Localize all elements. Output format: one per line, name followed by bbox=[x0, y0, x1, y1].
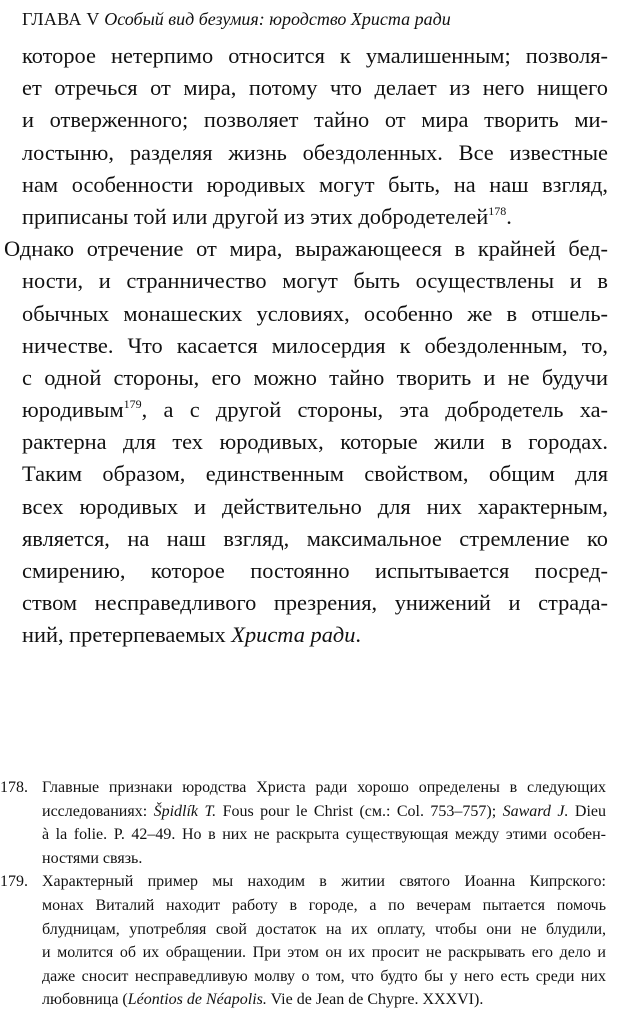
footnote-text: Характерный пример мы находим в житии святого Иоанна Кипрского: bbox=[42, 873, 606, 891]
chapter-label: ГЛАВА V bbox=[22, 9, 100, 29]
footnote-line: даже сносит несправедливую молву о том, что будто бы у него есть среди них bbox=[42, 967, 606, 985]
text-line: нам особенности юродивых могут быть, на наш взгляд, bbox=[22, 171, 608, 197]
text-segment: приписаны той или другой из этих добродетелей bbox=[22, 203, 489, 229]
footnote-178 bbox=[0, 776, 606, 800]
footnote-line: блудницам, употребляя свой достаток на их оплату, чтобы они не блудили, bbox=[42, 920, 606, 938]
text-line: Однако отречение от мира, выражающееся в крайней бед- bbox=[4, 236, 608, 262]
running-head bbox=[22, 8, 451, 30]
footnote-text: Dieu bbox=[568, 802, 606, 820]
text-segment: юродивым bbox=[22, 397, 124, 423]
author-name: Léontios de Néapolis. bbox=[127, 991, 267, 1009]
footnote-number: 178. bbox=[0, 779, 28, 796]
footnote-line bbox=[42, 800, 606, 824]
footnote-179 bbox=[0, 870, 606, 894]
text-line: и отверженного; позволяет тайно от мира творить ми- bbox=[22, 107, 608, 133]
text-line: всех юродивых и действительно для них характерным, bbox=[22, 493, 608, 519]
footnote-text: Fous pour le Christ (см.: Col. 753–757); bbox=[216, 802, 503, 820]
footnote-ref-179[interactable]: 179 bbox=[123, 397, 142, 412]
author-name: Saward J. bbox=[502, 802, 569, 820]
text-line: является, на наш взгляд, максимальное стремление ко bbox=[22, 525, 608, 551]
text-line: ничестве. Что касается милосердия к обездоленным, то, bbox=[22, 332, 608, 358]
text-line: ет отречься от мира, потому что делает из него нищего bbox=[22, 75, 608, 101]
text-line: ности, и странничество могут быть осуществлены и в bbox=[22, 268, 608, 294]
footnote-text: Главные признаки юродства Христа ради хорошо определены в следующих bbox=[42, 779, 606, 796]
text-line: которое нетерпимо относится к умалишенным; позволя- bbox=[22, 43, 608, 68]
text-line bbox=[22, 619, 608, 651]
text-line: приписаны той или другой из этих добродетелей$^{178}$. bbox=[22, 203, 512, 229]
footnote-line: à la folie. P. 42–49. Но в них не раскрыта существующая между этими особен- bbox=[42, 826, 606, 844]
main-text bbox=[0, 40, 620, 652]
text-segment: . bbox=[355, 622, 362, 648]
text-segment: ний, претерпеваемых bbox=[22, 622, 232, 648]
text-line bbox=[22, 394, 608, 426]
footnote-text: Vie de Jean de Chypre. XXXVI). bbox=[266, 991, 484, 1009]
text-line: ством несправедливого презрения, унижений и страда- bbox=[22, 590, 608, 616]
italic-phrase: Христа ради bbox=[231, 622, 356, 648]
footnote-line: ностями связь. bbox=[42, 849, 143, 867]
footnote-line bbox=[42, 988, 606, 1012]
text-line: обычных монашеских условиях, особенно же в отшель- bbox=[22, 300, 608, 326]
footnote-line: и молится об их обращении. При этом он их просит не раскрывать его дело и bbox=[42, 944, 606, 962]
footnote-line: монах Виталий находит работу в городе, а по вечерам пытается помочь bbox=[42, 896, 606, 914]
footnote-number: 179. bbox=[0, 873, 28, 891]
footnotes bbox=[0, 776, 620, 1012]
text-segment: , а с другой стороны, эта добродетель ха- bbox=[141, 397, 608, 423]
text-line: Таким образом, единственным свойством, общим для bbox=[22, 461, 608, 487]
chapter-title: Особый вид безумия: юродство Христа ради bbox=[104, 9, 451, 29]
author-name: Špidlík T. bbox=[153, 802, 217, 820]
footnote-text: исследованиях: bbox=[42, 802, 154, 820]
text-line: рактерна для тех юродивых, которые жили в городах. bbox=[22, 429, 608, 455]
text-line: смирению, которое постоянно испытывается посред- bbox=[22, 558, 608, 583]
text-line: лостыню, разделяя жизнь обездоленных. Все известные bbox=[22, 139, 608, 165]
footnote-ref-178[interactable]: 178 bbox=[488, 203, 507, 218]
footnote-text: любовница ( bbox=[42, 991, 128, 1009]
text-line: с одной стороны, его можно тайно творить и не будучи bbox=[22, 364, 608, 390]
